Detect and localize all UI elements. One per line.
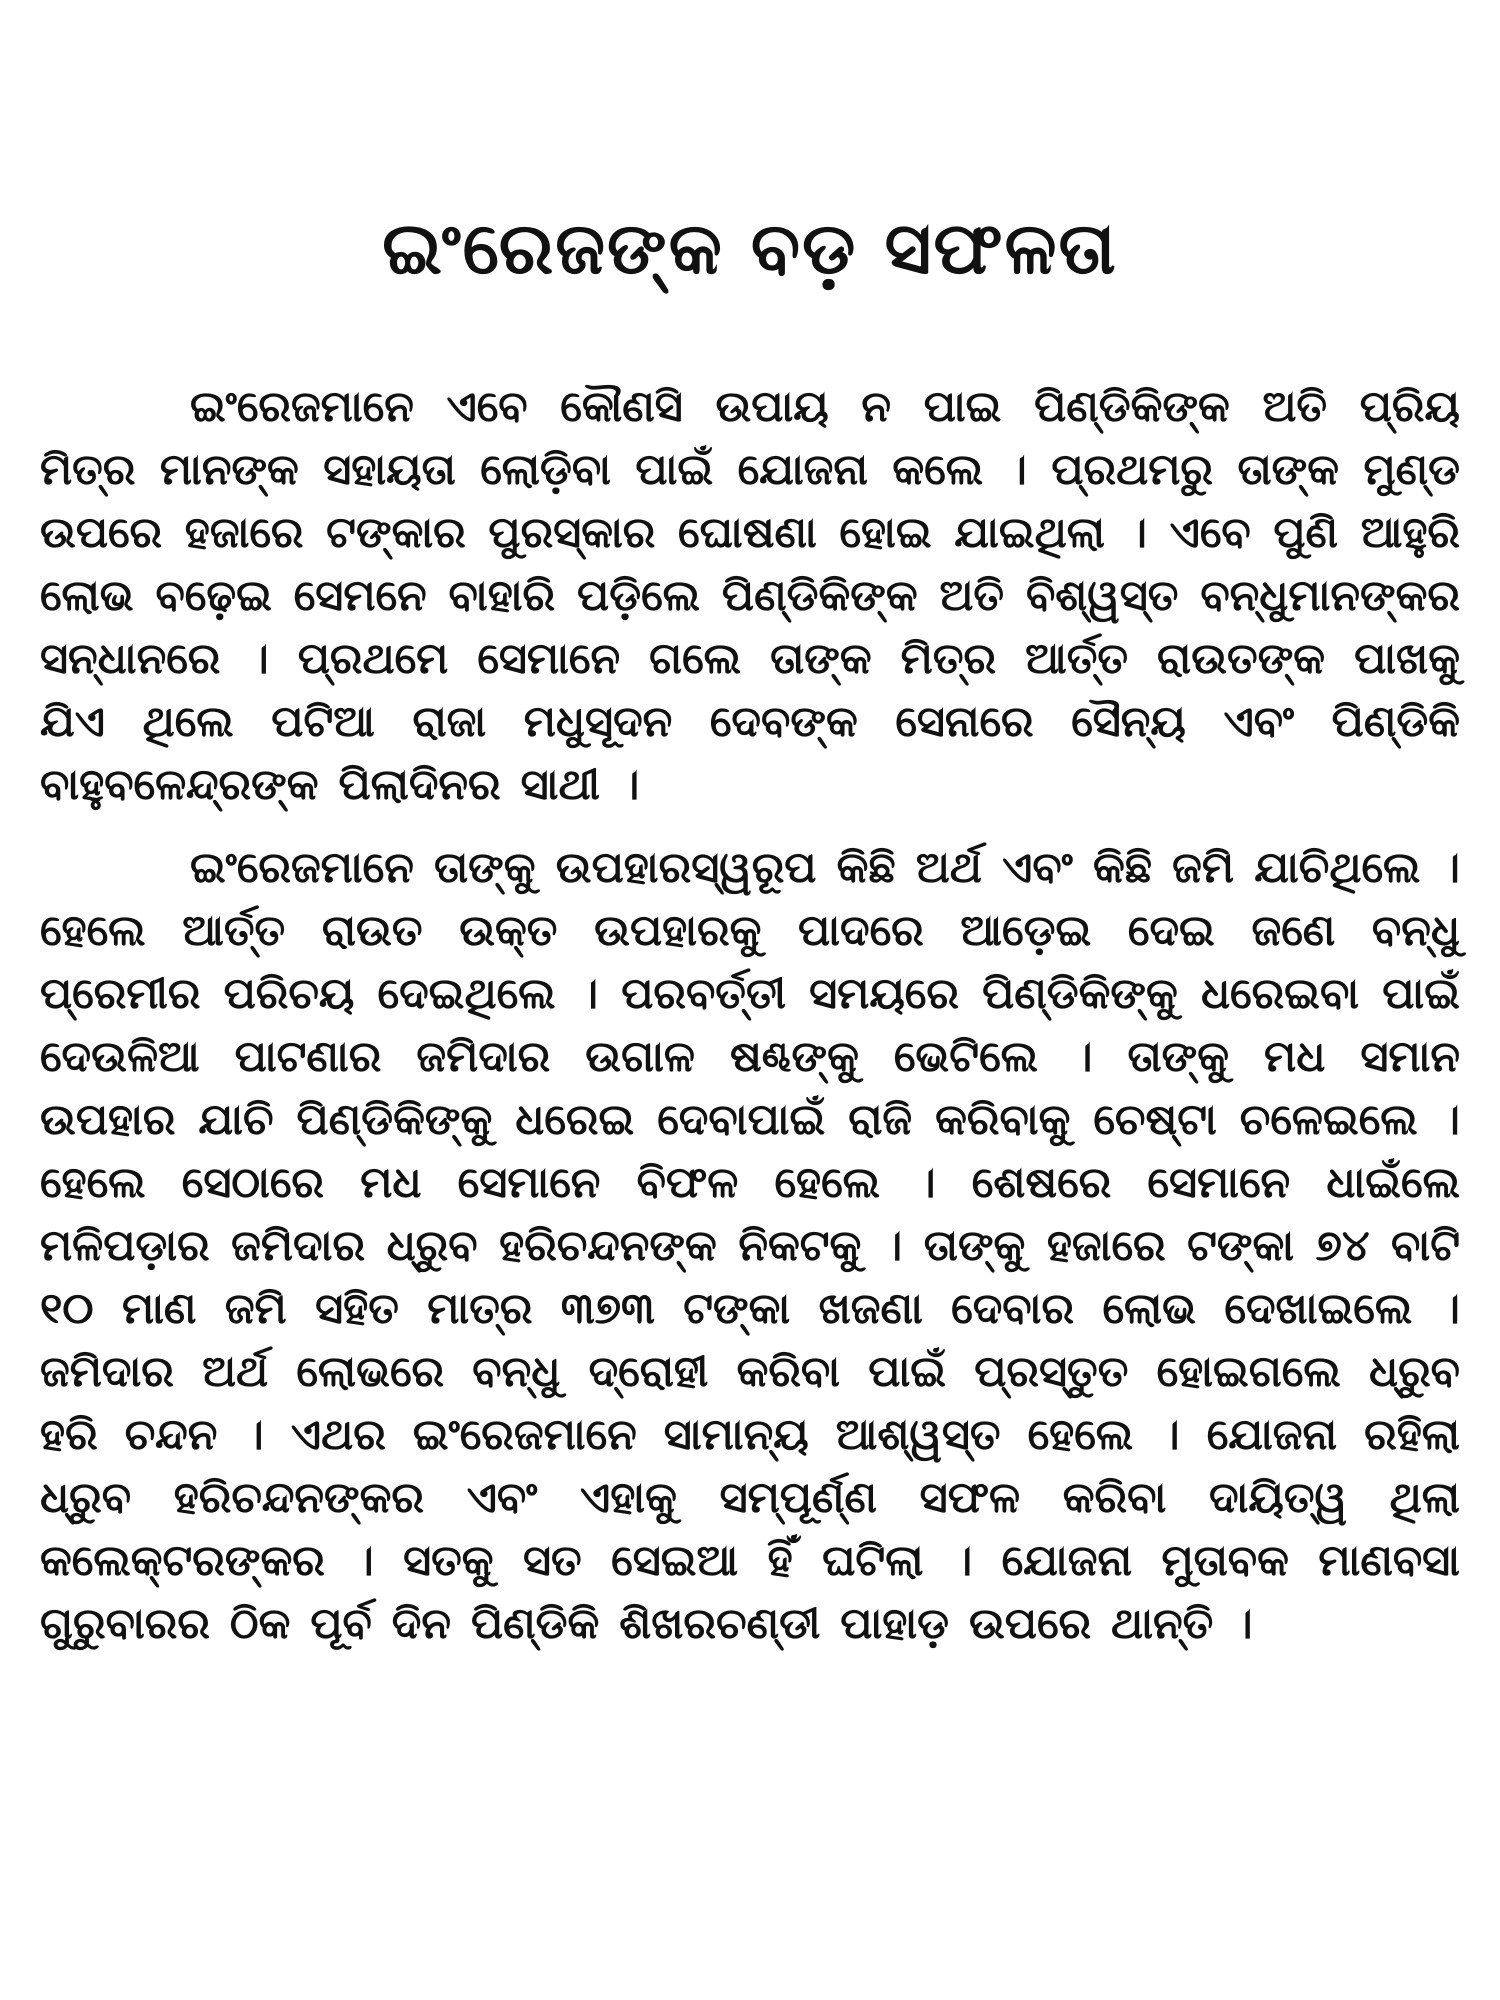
page-title: ଇଂରେଜଙ୍କ ବଡ଼ ସଫଳତା xyxy=(382,206,1118,290)
paragraph-2: ଇଂରେଜମାନେ ତାଙ୍କୁ ଉପହାରସ୍ୱରୂପ କିଛି ଅର୍ଥ ଏବଂ କିଛି ଜମି ଯାଚିଥିଲେ । ହେଲେ ଆର୍ତ୍ତ ରାଉତ ଉକ୍ତ ଉପହାରକୁ ପାଦରେ ଆଡ଼େଇ ଦେଇ ଜଣେ ବନ୍ଧୁ ପ୍ରେମୀର ପରିଚୟ ଦେଇଥିଲେ । ପରବର୍ତ୍ତୀ ସମୟରେ ପିଣ୍ଡିକିଙ୍କୁ ଧରେଇବା ପାଇଁ ଦେଉଳିଆ ପାଟଣାର ଜମିଦାର ଉଗାଳ ଷଣ୍ଢଙ୍କୁ ଭେଟିଲେ । ତାଙ୍କୁ ମଧ ସମାନ ଉପହାର ଯାଚି ପିଣ୍ଡିକିଙ୍କୁ ଧରେଇ ଦେବାପାଇଁ ରାଜି କରିବାକୁ ଚେଷ୍ଟା ଚଳେଇଲେ । ହେଲେ ସେଠାରେ ମଧ ସେମାନେ ବିଫଳ ହେଲେ । ଶେଷରେ ସେମାନେ ଧାଇଁଲେ ମଳିପଡ଼ାର ଜମିଦାର ଧ୍ରୁବ ହରିଚନ୍ଦନଙ୍କ ନିକଟକୁ । ତାଙ୍କୁ ହଜାରେ ଟଙ୍କା ୭୪ ବାଟି ୧୦ ମାଣ ଜମି ସହିତ ମାତ୍ର ୩୭୩ ଟଙ୍କା ଖଜଣା ଦେବାର ଲୋଭ ଦେଖାଇଲେ । ଜମିଦାର ଅର୍ଥ ଲୋଭରେ ବନ୍ଧୁ ଦ୍ରୋହୀ କରିବା ପାଇଁ ପ୍ରସ୍ତୁତ ହୋଇଗଲେ ଧ୍ରୁବ ହରି ଚନ୍ଦନ । ଏଥର ଇଂରେଜମାନେ ସାମାନ୍ୟ ଆଶ୍ୱସ୍ତ ହେଲେ । ଯୋଜନା ରହିଲା ଧ୍ରୁବ ହରିଚନ୍ଦନଙ୍କର ଏବଂ ଏହାକୁ ସମ୍ପୂର୍ଣ୍ଣ ସଫଳ କରିବା ଦାୟିତ୍ୱ ଥିଲା କଲେକ୍ଟରଙ୍କର । ସତକୁ ସତ ସେଇଆ ହିଁ ଘଟିଲା । ଯୋଜନା ମୁତାବକ ମାଣବସା ଗୁରୁବାରର ଠିକ ପୂର୍ବ ଦିନ ପିଣ୍ଡିକି ଶିଖରଚଣ୍ଡୀ ପାହାଡ଼ ଉପରେ ଥାନ୍ତି । xyxy=(40,843,1461,1650)
paragraph-1: ଇଂରେଜମାନେ ଏବେ କୌଣସି ଉପାୟ ନ ପାଇ ପିଣ୍ଡିକିଙ୍କ ଅତି ପ୍ରିୟ ମିତ୍ର ମାନଙ୍କ ସହାୟତା ଲୋଡ଼ିବା ପାଇଁ ଯୋଜନା କଲେ । ପ୍ରଥମରୁ ତାଙ୍କ ମୁଣ୍ଡ ଉପରେ ହଜାରେ ଟଙ୍କାର ପୁରସ୍କାର ଘୋଷଣା ହୋଇ ଯାଇଥିଲା । ଏବେ ପୁଣି ଆହୁରି ଲୋଭ ବଢ଼େଇ ସେମନେ ବାହାରି ପଡ଼ିଲେ ପିଣ୍ଡିକିଙ୍କ ଅତି ବିଶ୍ୱସ୍ତ ବନ୍ଧୁମାନଙ୍କର ସନ୍ଧାନରେ । ପ୍ରଥମେ ସେମାନେ ଗଲେ ତାଙ୍କ ମିତ୍ର ଆର୍ତ୍ତ ରାଉତଙ୍କ ପାଖକୁ ଯିଏ ଥିଲେ ପଟିଆ ରାଜା ମଧୁସୂଦନ ଦେବଙ୍କ ସେନାରେ ସୈନ୍ୟ ଏବଂ ପିଣ୍ଡିକି ବାହୁବଳେନ୍ଦ୍ରଙ୍କ ପିଲାଦିନର ସାଥୀ । xyxy=(40,382,1460,811)
